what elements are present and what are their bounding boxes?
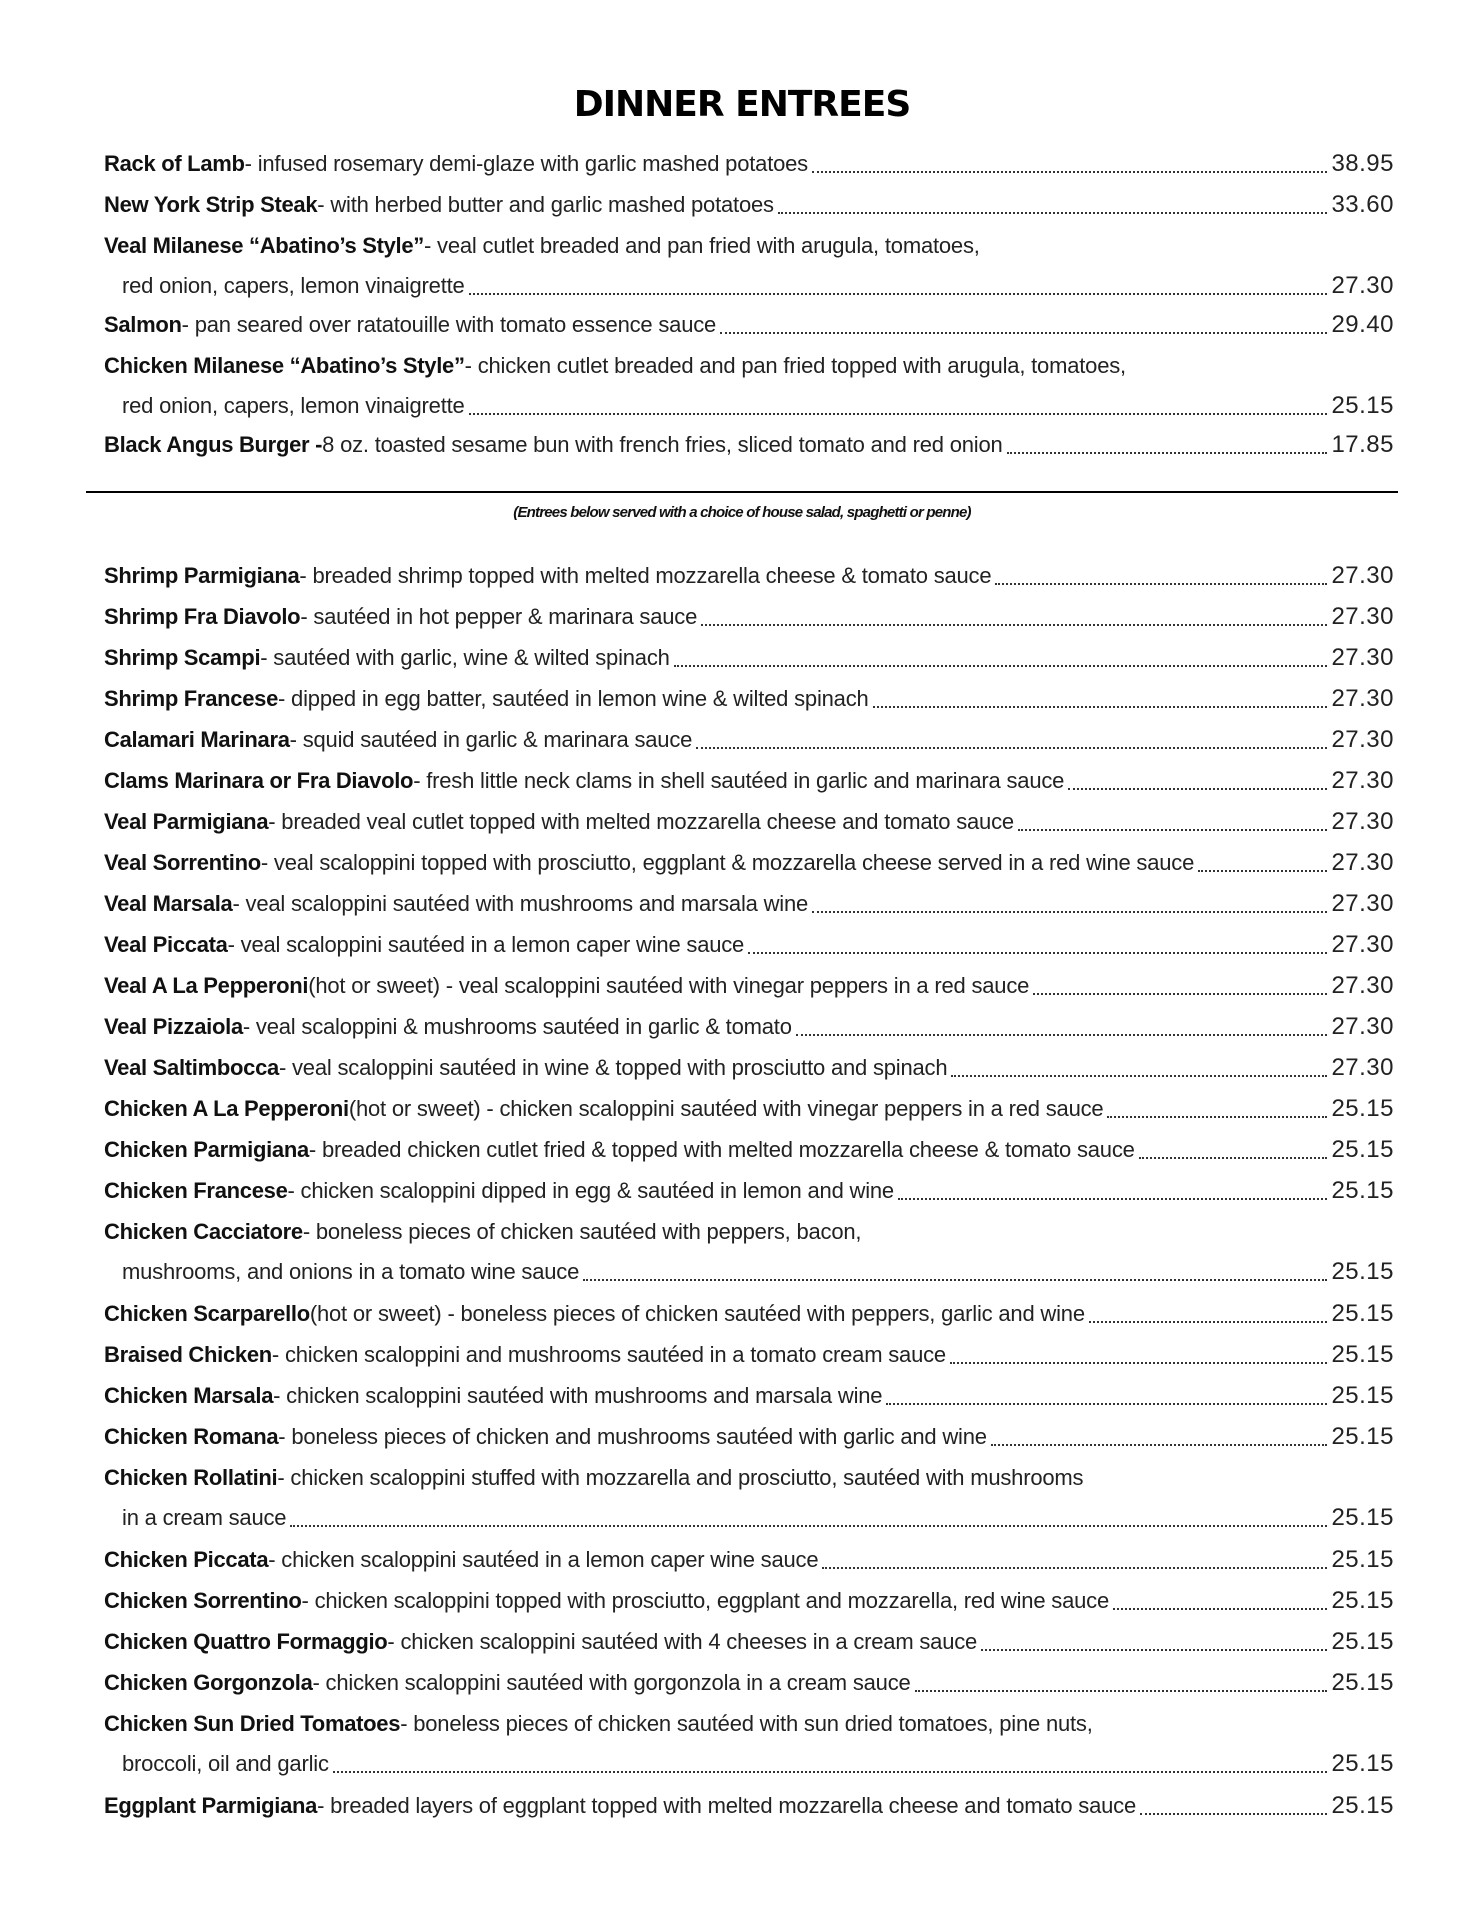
menu-item-name: Chicken Sorrentino (104, 1588, 302, 1613)
menu-item (104, 1007, 1394, 1047)
dot-leader (886, 1401, 1327, 1405)
menu-item-line (104, 884, 1394, 924)
menu-item-line (104, 597, 1394, 637)
dot-leader (1018, 827, 1328, 831)
dot-leader (696, 745, 1327, 749)
menu-item-description: - breaded veal cutlet topped with melted mozzarella cheese and tomato sauce (268, 809, 1014, 834)
dot-leader (822, 1565, 1327, 1569)
menu-item-price: 27.30 (1331, 685, 1394, 712)
menu-item (104, 346, 1394, 426)
menu-item-description: - dipped in egg batter, sautéed in lemon wine & wilted spinach (278, 686, 869, 711)
dot-leader (1140, 1811, 1327, 1815)
menu-item-name: Shrimp Francese (104, 686, 279, 711)
menu-item-name: Clams Marinara or Fra Diavolo (104, 768, 414, 793)
menu-item (104, 679, 1394, 719)
menu-item (104, 1130, 1394, 1170)
menu-item-name: Veal Piccata (104, 932, 228, 957)
dot-leader (951, 1073, 1327, 1077)
menu-item-name: Black Angus Burger - (104, 432, 323, 457)
menu-item-price: 25.15 (1331, 392, 1394, 419)
menu-item-price: 38.95 (1331, 150, 1394, 177)
page-title: DINNER ENTREES (573, 84, 911, 125)
menu-item (104, 966, 1394, 1006)
menu-item-price: 27.30 (1331, 808, 1394, 835)
menu-item-name: Chicken Cacciatore (104, 1219, 303, 1244)
menu-item-name: Veal Saltimbocca (104, 1055, 279, 1080)
dot-leader (991, 1442, 1328, 1446)
dot-leader (778, 210, 1328, 214)
menu-item (104, 1212, 1394, 1292)
menu-item-price: 27.30 (1331, 849, 1394, 876)
menu-item-price: 25.15 (1331, 1669, 1394, 1696)
menu-item-description: (hot or sweet) - veal scaloppini sautéed with vinegar peppers in a red sauce (308, 973, 1030, 998)
menu-item-description: - chicken scaloppini topped with prosciutto, eggplant and mozzarella, red wine sauce (301, 1588, 1109, 1613)
menu-item-description: - with herbed butter and garlic mashed potatoes (317, 192, 774, 217)
dot-leader (898, 1196, 1327, 1200)
menu-item-line (104, 1540, 1394, 1580)
menu-item-line-continued (104, 1498, 1394, 1538)
menu-item-line (104, 556, 1394, 596)
menu-item-description: - breaded layers of eggplant topped with melted mozzarella cheese and tomato sauce (317, 1793, 1137, 1818)
menu-item-name: Chicken Scarparello (104, 1301, 310, 1326)
menu-item-name: Chicken Sun Dried Tomatoes (104, 1711, 401, 1736)
menu-item-description: (hot or sweet) - chicken scaloppini sautéed with vinegar peppers in a red sauce (348, 1096, 1104, 1121)
dot-leader (796, 1032, 1328, 1036)
menu-item-price: 27.30 (1331, 1013, 1394, 1040)
menu-item-price: 25.15 (1331, 1546, 1394, 1573)
menu-item-name: Veal Milanese “Abatino’s Style” (104, 233, 425, 258)
section-divider (86, 491, 1398, 493)
menu-item (104, 1376, 1394, 1416)
menu-item-price: 25.15 (1331, 1300, 1394, 1327)
dot-leader (469, 411, 1328, 415)
menu-item-line (104, 185, 1394, 225)
menu-item-name: Veal Pizzaiola (104, 1014, 243, 1039)
menu-item (104, 720, 1394, 760)
menu-item-description: - infused rosemary demi-glaze with garlic mashed potatoes (244, 151, 808, 176)
menu-item-price: 33.60 (1331, 191, 1394, 218)
menu-item-description: - breaded shrimp topped with melted mozzarella cheese & tomato sauce (299, 563, 992, 588)
menu-item-name: Rack of Lamb (104, 151, 245, 176)
dot-leader (1113, 1606, 1327, 1610)
menu-item-price: 27.30 (1331, 562, 1394, 589)
menu-item-description: - chicken scaloppini sautéed with mushrooms and marsala wine (273, 1383, 883, 1408)
menu-item (104, 1417, 1394, 1457)
menu-item (104, 1048, 1394, 1088)
menu-item-description: - chicken scaloppini sautéed with 4 cheeses in a cream sauce (387, 1629, 978, 1654)
menu-item (104, 843, 1394, 883)
menu-item-price: 25.15 (1331, 1792, 1394, 1819)
menu-item-description-cont: mushrooms, and onions in a tomato wine sauce (122, 1259, 580, 1284)
menu-item-description-cont: red onion, capers, lemon vinaigrette (122, 393, 465, 418)
menu-item-price: 29.40 (1331, 311, 1394, 338)
menu-item-price: 17.85 (1331, 431, 1394, 458)
dot-leader (469, 291, 1328, 295)
menu-item-line (104, 1458, 1394, 1498)
menu-item-price: 27.30 (1331, 726, 1394, 753)
menu-item-price: 25.15 (1331, 1750, 1394, 1777)
menu-item-description: - veal cutlet breaded and pan fried with arugula, tomatoes, (424, 233, 980, 258)
menu-item-name: Chicken A La Pepperoni (104, 1096, 349, 1121)
menu-item (104, 1089, 1394, 1129)
menu-item (104, 1540, 1394, 1580)
dot-leader (981, 1647, 1327, 1651)
menu-item-description: - boneless pieces of chicken sautéed with sun dried tomatoes, pine nuts, (400, 1711, 1093, 1736)
served-with-note: (Entrees below served with a choice of house salad, spaghetti or penne) (513, 504, 971, 521)
menu-item (104, 1786, 1394, 1826)
menu-item-price: 25.15 (1331, 1177, 1394, 1204)
menu-item-name: Veal A La Pepperoni (104, 973, 309, 998)
dot-leader (748, 950, 1327, 954)
menu-item-line (104, 1089, 1394, 1129)
menu-item-name: Chicken Marsala (104, 1383, 274, 1408)
menu-item-name: Chicken Rollatini (104, 1465, 278, 1490)
menu-item-line (104, 1581, 1394, 1621)
menu-item-description: - veal scaloppini & mushrooms sautéed in garlic & tomato (242, 1014, 792, 1039)
menu-item-line (104, 1007, 1394, 1047)
menu-item (104, 925, 1394, 965)
menu-item-description: - boneless pieces of chicken sautéed with peppers, bacon, (302, 1219, 862, 1244)
menu-item-name: Chicken Piccata (104, 1547, 269, 1572)
menu-item-price: 25.15 (1331, 1628, 1394, 1655)
dot-leader (1107, 1114, 1327, 1118)
menu-item-price: 27.30 (1331, 603, 1394, 630)
menu-item-price: 27.30 (1331, 931, 1394, 958)
menu-item (104, 1294, 1394, 1334)
menu-item-line (104, 1212, 1394, 1252)
menu-item-price: 25.15 (1331, 1258, 1394, 1285)
menu-item-line (104, 925, 1394, 965)
menu-item-line (104, 1130, 1394, 1170)
menu-item-description: - chicken cutlet breaded and pan fried topped with arugula, tomatoes, (464, 353, 1126, 378)
menu-item-description-cont: broccoli, oil and garlic (122, 1751, 329, 1776)
menu-item-description: - chicken scaloppini dipped in egg & sautéed in lemon and wine (287, 1178, 894, 1203)
dot-leader (674, 663, 1328, 667)
menu-item (104, 761, 1394, 801)
menu-item-line (104, 1376, 1394, 1416)
menu-item (104, 144, 1394, 184)
menu-item-name: Braised Chicken (104, 1342, 272, 1367)
menu-item (104, 1704, 1394, 1784)
menu-item-name: Shrimp Parmigiana (104, 563, 300, 588)
menu-item-line (104, 425, 1394, 465)
menu-item-description: - fresh little neck clams in shell sautéed in garlic and marinara sauce (413, 768, 1065, 793)
menu-item-description: - veal scaloppini sautéed in wine & topped with prosciutto and spinach (278, 1055, 948, 1080)
menu-item (104, 1458, 1394, 1538)
menu-item-name: Shrimp Fra Diavolo (104, 604, 301, 629)
menu-item-name: Chicken Francese (104, 1178, 288, 1203)
menu-item (104, 185, 1394, 225)
menu-item-description: - sautéed with garlic, wine & wilted spinach (260, 645, 670, 670)
dot-leader (701, 622, 1327, 626)
menu-item (104, 1622, 1394, 1662)
menu-item-line-continued (104, 386, 1394, 426)
menu-item-description: - sautéed in hot pepper & marinara sauce (300, 604, 698, 629)
menu-item-price: 25.15 (1331, 1504, 1394, 1531)
menu-item-name: Chicken Quattro Formaggio (104, 1629, 388, 1654)
menu-item-line (104, 1048, 1394, 1088)
menu-item-price: 25.15 (1331, 1136, 1394, 1163)
menu-item-line (104, 720, 1394, 760)
menu-item-name: Chicken Romana (104, 1424, 279, 1449)
menu-item-name: Calamari Marinara (104, 727, 290, 752)
menu-item-name: Shrimp Scampi (104, 645, 261, 670)
menu-item (104, 638, 1394, 678)
dot-leader (333, 1769, 1328, 1773)
menu-item-line (104, 1294, 1394, 1334)
menu-item-price: 25.15 (1331, 1341, 1394, 1368)
menu-item (104, 226, 1394, 306)
menu-item-line-continued (104, 1744, 1394, 1784)
menu-item-name: Veal Parmigiana (104, 809, 269, 834)
dot-leader (915, 1688, 1328, 1692)
menu-item (104, 802, 1394, 842)
menu-item-price: 25.15 (1331, 1423, 1394, 1450)
menu-item-description: - boneless pieces of chicken and mushrooms sautéed with garlic and wine (278, 1424, 987, 1449)
dot-leader (1089, 1319, 1328, 1323)
menu-item-description: 8 oz. toasted sesame bun with french fries, sliced tomato and red onion (322, 432, 1003, 457)
menu-item-price: 27.30 (1331, 644, 1394, 671)
menu-item-line-continued (104, 266, 1394, 306)
menu-item-line (104, 1786, 1394, 1826)
dot-leader (1139, 1155, 1328, 1159)
menu-item-name: Veal Marsala (104, 891, 233, 916)
menu-item (104, 556, 1394, 596)
dot-leader (1033, 991, 1327, 995)
menu-item-price: 25.15 (1331, 1095, 1394, 1122)
menu-item-description: - squid sautéed in garlic & marinara sauce (289, 727, 693, 752)
menu-item-name: New York Strip Steak (104, 192, 318, 217)
menu-item-description-cont: in a cream sauce (122, 1505, 287, 1530)
dot-leader (950, 1360, 1327, 1364)
menu-item (104, 1663, 1394, 1703)
menu-item-description: - veal scaloppini sautéed in a lemon caper wine sauce (227, 932, 745, 957)
menu-item (104, 884, 1394, 924)
menu-item-description: - chicken scaloppini and mushrooms sautéed in a tomato cream sauce (271, 1342, 946, 1367)
menu-item-line (104, 638, 1394, 678)
menu-item-name: Eggplant Parmigiana (104, 1793, 318, 1818)
menu-item-line (104, 346, 1394, 386)
menu-item-name: Chicken Gorgonzola (104, 1670, 313, 1695)
dot-leader (812, 169, 1327, 173)
menu-item (104, 305, 1394, 345)
menu-item-price: 25.15 (1331, 1382, 1394, 1409)
menu-item-line (104, 1663, 1394, 1703)
menu-item-line (104, 966, 1394, 1006)
menu-item (104, 1581, 1394, 1621)
menu-item-name: Chicken Parmigiana (104, 1137, 309, 1162)
menu-item-description: (hot or sweet) - boneless pieces of chicken sautéed with peppers, garlic and wine (309, 1301, 1085, 1326)
menu-item-description: - veal scaloppini sautéed with mushrooms and marsala wine (232, 891, 809, 916)
menu-item-price: 27.30 (1331, 272, 1394, 299)
menu-item-line (104, 1171, 1394, 1211)
menu-item-line (104, 761, 1394, 801)
menu-item-price: 27.30 (1331, 972, 1394, 999)
menu-item-name: Chicken Milanese “Abatino’s Style” (104, 353, 465, 378)
menu-item-description: - chicken scaloppini stuffed with mozzarella and prosciutto, sautéed with mushrooms (277, 1465, 1084, 1490)
dot-leader (1198, 868, 1327, 872)
menu-item (104, 425, 1394, 465)
menu-item-price: 27.30 (1331, 1054, 1394, 1081)
menu-item-line (104, 1622, 1394, 1662)
dot-leader (1068, 786, 1327, 790)
menu-item-description: - chicken scaloppini sautéed with gorgonzola in a cream sauce (312, 1670, 911, 1695)
menu-item-line (104, 802, 1394, 842)
menu-item (104, 1335, 1394, 1375)
menu-item-price: 27.30 (1331, 890, 1394, 917)
menu-item-line (104, 1704, 1394, 1744)
dot-leader (720, 330, 1327, 334)
menu-item-description: - veal scaloppini topped with prosciutto, eggplant & mozzarella cheese served in a red wine sauce (260, 850, 1195, 875)
menu-item (104, 597, 1394, 637)
dot-leader (812, 909, 1327, 913)
dot-leader (873, 704, 1328, 708)
menu-item-line (104, 144, 1394, 184)
dot-leader (583, 1277, 1327, 1281)
menu-item-line-continued (104, 1252, 1394, 1292)
menu-item-description: - breaded chicken cutlet fried & topped with melted mozzarella cheese & tomato sauce (308, 1137, 1135, 1162)
menu-item-line (104, 305, 1394, 345)
menu-item-line (104, 226, 1394, 266)
menu-item (104, 1171, 1394, 1211)
menu-item-line (104, 679, 1394, 719)
menu-item-line (104, 843, 1394, 883)
dot-leader (1007, 450, 1328, 454)
menu-item-description-cont: red onion, capers, lemon vinaigrette (122, 273, 465, 298)
menu-item-description: - pan seared over ratatouille with tomato essence sauce (181, 312, 717, 337)
menu-item-price: 27.30 (1331, 767, 1394, 794)
menu-item-line (104, 1417, 1394, 1457)
menu-item-name: Veal Sorrentino (104, 850, 261, 875)
dot-leader (995, 581, 1327, 585)
menu-item-price: 25.15 (1331, 1587, 1394, 1614)
menu-item-name: Salmon (104, 312, 182, 337)
dot-leader (290, 1523, 1327, 1527)
menu-item-line (104, 1335, 1394, 1375)
menu-item-description: - chicken scaloppini sautéed in a lemon caper wine sauce (268, 1547, 819, 1572)
